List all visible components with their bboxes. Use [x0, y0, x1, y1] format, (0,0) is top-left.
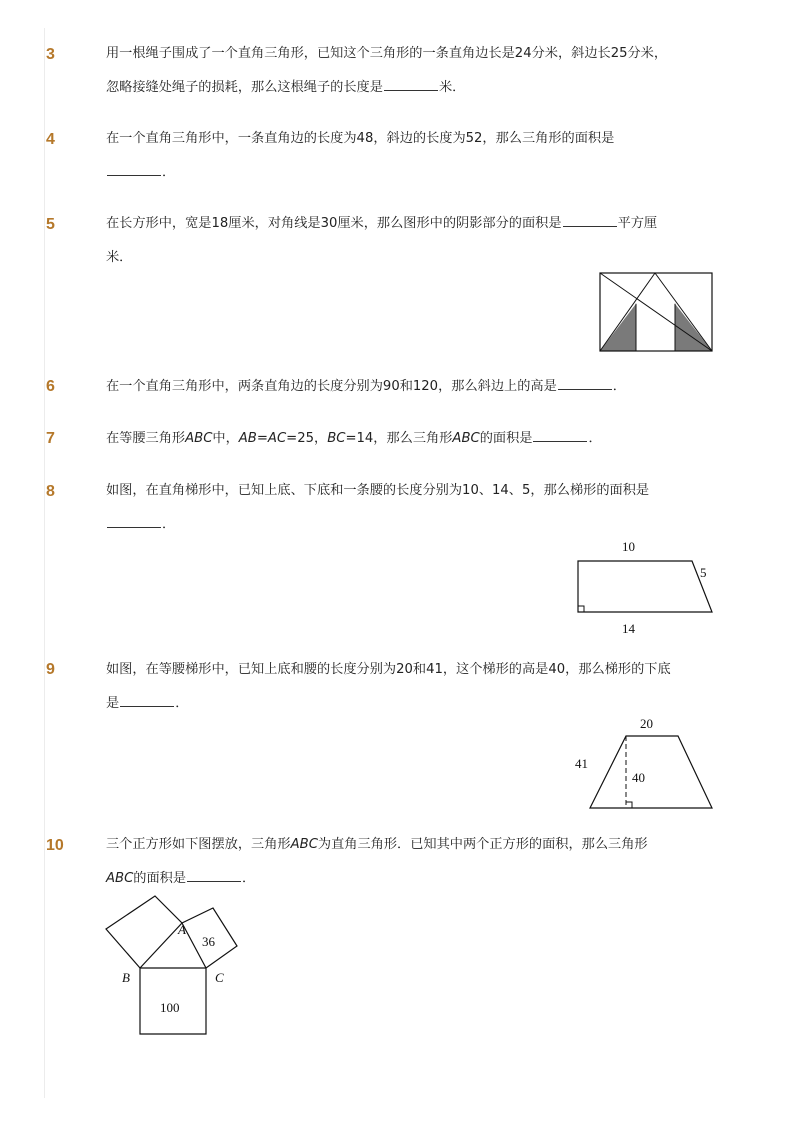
top-base-label: 10: [622, 539, 635, 554]
q9-line1: 如图，在等腰梯形中，已知上底和腰的长度分别为20和41，这个梯形的高是40，那么梯形的下底: [106, 662, 671, 677]
left-square: [106, 896, 182, 968]
q10-var: ABC: [290, 837, 318, 852]
point-a-label: A: [178, 922, 186, 937]
question-9-text: [106, 653, 716, 721]
q9-end: ．: [175, 696, 189, 711]
question-7-text: [106, 422, 716, 456]
point-b-label: B: [122, 970, 130, 985]
left-margin-rule: [44, 28, 45, 1098]
question-number-8: 8: [46, 483, 55, 500]
answer-blank[interactable]: [384, 78, 438, 91]
answer-blank[interactable]: [107, 163, 161, 176]
q9-isosceles-trapezoid-figure: [570, 712, 720, 812]
question-number-7: 7: [46, 430, 55, 447]
answer-blank[interactable]: [558, 377, 612, 390]
leg-label: 5: [700, 565, 707, 580]
q7-var: ABC: [452, 431, 480, 446]
q7-seg: 中，: [212, 431, 239, 446]
trapezoid-shape: [578, 561, 712, 612]
question-10-text: [106, 828, 716, 896]
small-square-area-label: 36: [202, 934, 215, 949]
trapezoid-shape: [590, 736, 712, 808]
q9-line2: 是: [106, 696, 120, 711]
height-label: 40: [632, 770, 645, 785]
q10-seg: 为直角三角形．已知其中两个正方形的面积，那么三角形: [317, 837, 648, 852]
q3-line1: 用一根绳子围成了一个直角三角形，已知这个三角形的一条直角边长是24分米，斜边长25分米，: [106, 46, 668, 61]
q3-line2: 忽略接缝处绳子的损耗，那么这根绳子的长度是: [106, 80, 383, 95]
leg-label: 41: [575, 756, 588, 771]
q8-line1: 如图，在直角梯形中，已知上底、下底和一条腰的长度分别为10、14、5，那么梯形的面积是: [106, 483, 650, 498]
q7-seg: 在等腰三角形: [106, 431, 186, 446]
question-number-4: 4: [46, 131, 55, 148]
q7-seg: =: [256, 431, 268, 446]
q7-seg: =14，那么三角形: [345, 431, 453, 446]
q5-rectangle-figure: [596, 270, 716, 354]
q7-var: BC: [327, 431, 346, 446]
top-base-label: 20: [640, 716, 653, 731]
q3-unit: 米．: [438, 80, 466, 95]
right-angle-mark: [626, 802, 632, 808]
q4-end: ．: [162, 165, 176, 180]
q10-seg: 三个正方形如下图摆放，三角形: [106, 837, 291, 852]
q8-right-trapezoid-figure: [565, 535, 725, 641]
q10-var: ABC: [106, 871, 134, 886]
q7-seg: =25，: [286, 431, 328, 446]
question-number-5: 5: [46, 216, 55, 233]
q7-end: ．: [588, 431, 602, 446]
q6-end: ．: [612, 379, 626, 394]
q5-unit-b: 米．: [106, 250, 133, 265]
question-5-text: [106, 207, 716, 275]
q5-line1: 在长方形中，宽是18厘米，对角线是30厘米，那么图形中的阴影部分的面积是: [106, 216, 562, 231]
q6-line1: 在一个直角三角形中，两条直角边的长度分别为90和120，那么斜边上的高是: [106, 379, 557, 394]
answer-blank[interactable]: [120, 694, 174, 707]
q7-var: ABC: [185, 431, 213, 446]
question-3-text: [106, 37, 716, 105]
answer-blank[interactable]: [533, 429, 587, 442]
question-number-9: 9: [46, 661, 55, 678]
question-4-text: [106, 122, 716, 190]
right-angle-mark: [578, 606, 584, 612]
point-c-label: C: [215, 970, 224, 985]
q7-var: AB: [238, 431, 257, 446]
bottom-base-label: 14: [622, 621, 635, 636]
big-square-area-label: 100: [160, 1000, 180, 1015]
answer-blank[interactable]: [563, 214, 617, 227]
answer-blank[interactable]: [107, 515, 161, 528]
question-number-3: 3: [46, 46, 55, 63]
q10-three-squares-figure: [100, 890, 250, 1045]
answer-blank[interactable]: [187, 869, 241, 882]
question-8-text: [106, 474, 716, 542]
question-number-10: 10: [46, 837, 64, 854]
question-6-text: [106, 370, 716, 404]
question-number-6: 6: [46, 378, 55, 395]
q7-seg: 的面积是: [479, 431, 533, 446]
q7-var: AC: [267, 431, 287, 446]
q4-line1: 在一个直角三角形中，一条直角边的长度为48，斜边的长度为52，那么三角形的面积是: [106, 131, 615, 146]
q10-end: ．: [242, 871, 256, 886]
q10-seg: 的面积是: [133, 871, 187, 886]
q5-unit-a: 平方厘: [617, 216, 658, 231]
q8-end: ．: [162, 517, 176, 532]
